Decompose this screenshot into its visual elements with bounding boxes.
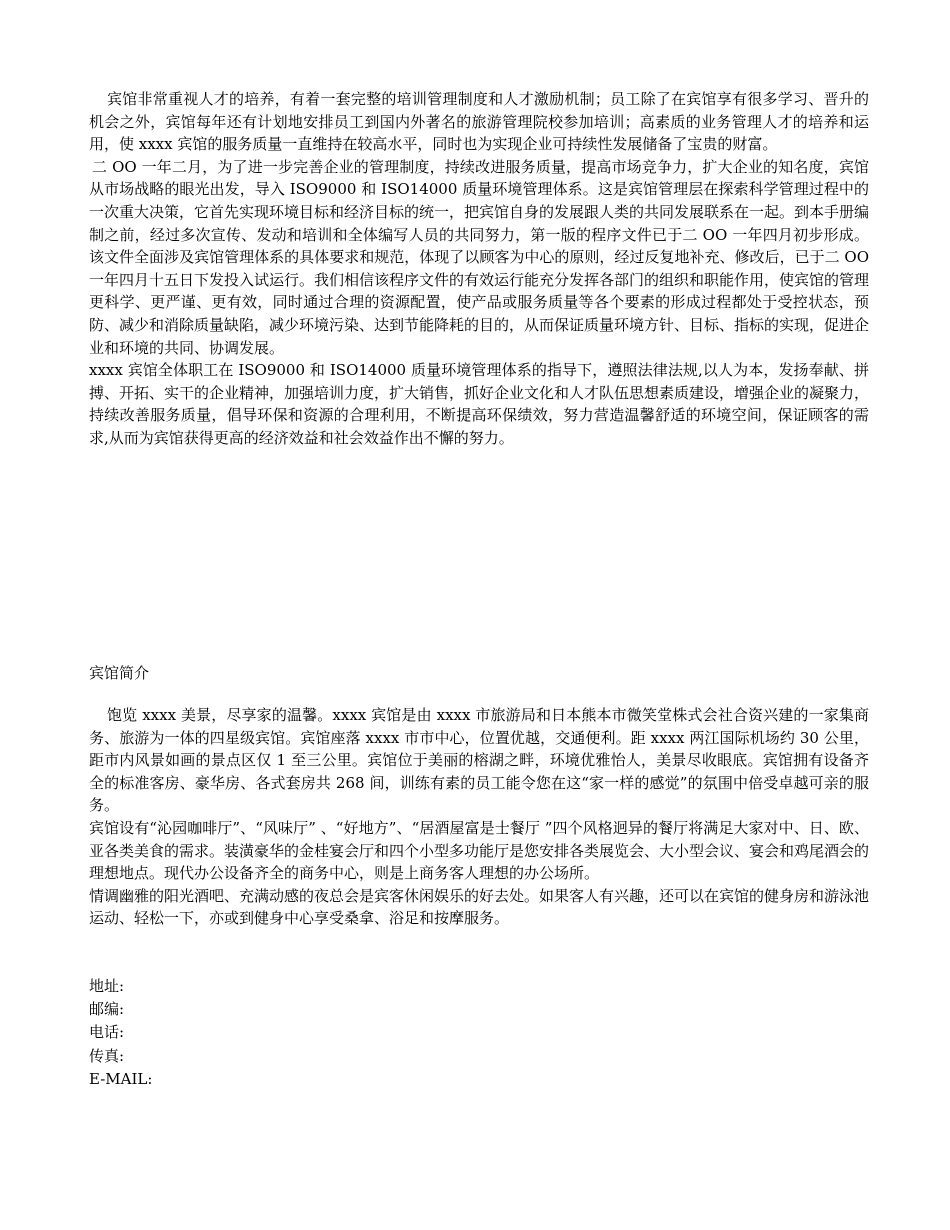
email-label: E-MAIL: (89, 1069, 153, 1088)
heading-spacer (89, 684, 869, 704)
profile-heading: 宾馆简介 (89, 663, 150, 682)
contact-block (89, 975, 869, 1091)
postcode-label: 邮编: (89, 1000, 125, 1019)
document-page (89, 88, 869, 1091)
page-spacer (89, 450, 869, 662)
address-label: 地址: (89, 977, 125, 996)
fax-label: 传真: (89, 1046, 125, 1065)
intro-paragraph-staff: xxxx 宾馆全体职工在 ISO9000 和 ISO14000 质量环境管理体系的指导下，遵照法律法规,以人为本，发扬奉献、拼搏、开拓、实干的企业精神，加强培训力度，扩大销售，抓好企业文化和人才队伍思想素质建设，增强企业的凝聚力，持续改善服务质量，倡导环保和资源的合理利用，不断提高环保绩效，努力营造温馨舒适的环境空间，保证顾客的需求,从而为宾馆获得更高的经济效益和社会效益作出不懈的努力。 (89, 361, 870, 447)
profile-paragraph-leisure: 情调幽雅的阳光酒吧、充满动感的夜总会是宾客休闲娱乐的好去处。如果客人有兴趣，还可以在宾馆的健身房和游泳池运动、轻松一下，亦或到健身中心享受桑拿、浴足和按摩服务。 (89, 886, 870, 928)
profile-paragraph-overview: 饱览 xxxx 美景，尽享家的温馨。xxxx 宾馆是由 xxxx 市旅游局和日本熊本市微笑堂株式会社合资兴建的一家集商务、旅游为一体的四星级宾馆。宾馆座落 xxxx 市市中心，位置优越，交通便利。距 xxxx 两江国际机场约 30 公里，距市内风景如画的景点区仅 1 至三公里。宾馆位于美丽的榕湖之畔，环境优雅怡人，美景尽收眼底。宾馆拥有设备齐全的标准客房、豪华房、各式套房共 268 间，训练有素的员工能令您在这“家一样的感觉”的氛围中倍受卓越可亲的服务。 (89, 706, 869, 815)
intro-paragraph-iso: 二 OO 一年二月，为了进一步完善企业的管理制度，持续改进服务质量，提高市场竞争力，扩大企业的知名度，宾馆从市场战略的眼光出发，导入 ISO9000 和 ISO14000 质量环境管理体系。这是宾馆管理层在探索科学管理过程中的一次重大决策，它首先实现环境目标和经济目标的统一，把宾馆自身的发展跟人类的共同发展联系在一起。到本手册编制之前，经过多次宣传、发动和培训和全体编写人员的共同努力，第一版的程序文件已于二 OO 一年四月初步形成。该文件全面涉及宾馆管理体系的具体要求和规范，体现了以顾客为中心的原则，经过反复地补充、修改后，已于二 OO 一年四月十五日下发投入试运行。我们相信该程序文件的有效运行能充分发挥各部门的组织和职能作用，使宾馆的管理更科学、更严谨、更有效，同时通过合理的资源配置，使产品或服务质量等各个要素的形成过程都处于受控状态，预防、减少和消除质量缺陷，减少环境污染、达到节能降耗的目的，从而保证质量环境方针、目标、指标的实现，促进企业和环境的共同、协调发展。 (89, 157, 870, 357)
phone-label: 电话: (89, 1023, 125, 1042)
profile-paragraph-dining: 宾馆设有“沁园咖啡厅”、“风味厅” 、“好地方”、“居酒屋富是士餐厅 ”四个风格迥异的餐厅将满足大家对中、日、欧、亚各类美食的需求。装潢豪华的金桂宴会厅和四个小型多功能厅是您安排各类展览会、大小型会议、宴会和鸡尾酒会的理想地点。现代办公设备齐全的商务中心，则是上商务客人理想的办公场所。 (89, 819, 870, 883)
intro-paragraph-training: 宾馆非常重视人才的培养，有着一套完整的培训管理制度和人才激励机制；员工除了在宾馆享有很多学习、晋升的机会之外，宾馆每年还有计划地安排员工到国内外著名的旅游管理院校参加培训；高素质的业务管理人才的培养和运用，使 xxxx 宾馆的服务质量一直维持在较高水平，同时也为实现企业可持续性发展储备了宝贵的财富。 (89, 90, 869, 154)
contact-spacer (89, 930, 869, 975)
